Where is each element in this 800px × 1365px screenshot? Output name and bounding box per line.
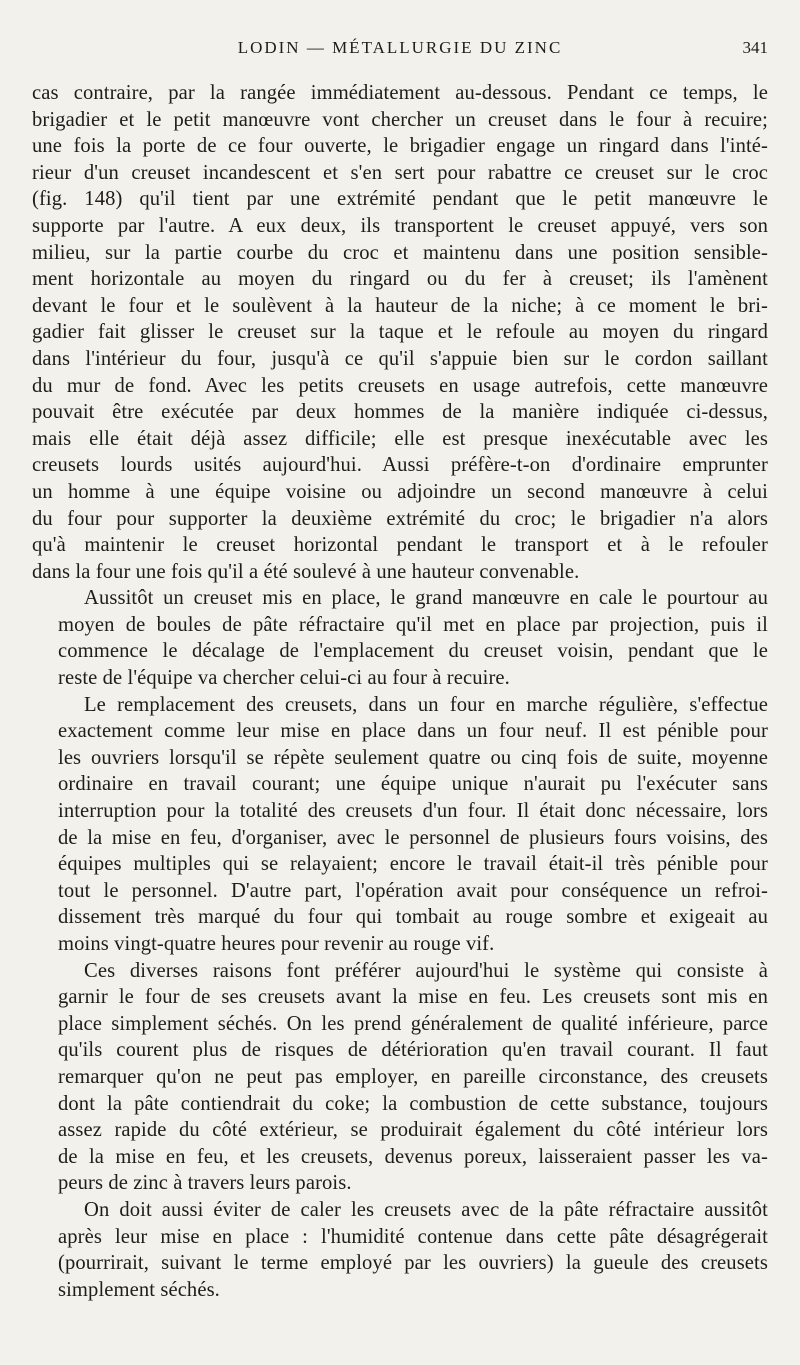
paragraph-2: [32, 585, 768, 691]
body-text: [32, 80, 768, 1303]
text-line: ment horizontale au moyen du ringard ou du fer à creuset; ils l'amènent: [32, 268, 768, 291]
text-line: devant le four et le soulèvent à la hauteur de la niche; à ce moment le bri-: [32, 294, 768, 317]
text-line: garnir le four de ses creusets avant la mise en feu. Les creusets sont mis en: [58, 986, 768, 1009]
paragraph-1: [32, 80, 768, 585]
text-line: rieur d'un creuset incandescent et s'en sert pour rabattre ce creuset sur le croc: [32, 161, 768, 184]
text-line: On doit aussi éviter de caler les creusets avec de la pâte réfractaire aussitôt: [84, 1198, 768, 1221]
running-title: LODIN — MÉTALLURGIE DU ZINC: [237, 38, 563, 57]
text-line: remarquer qu'on ne peut pas employer, en pareille circonstance, des creusets: [58, 1065, 768, 1088]
text-line: Le remplacement des creusets, dans un four en marche régulière, s'effectue: [84, 693, 768, 716]
text-line: une fois la porte de ce four ouverte, le brigadier engage un ringard dans l'inté-: [32, 135, 768, 158]
text-line: de la mise en feu, d'organiser, avec le personnel de plusieurs fours voisins, des: [58, 826, 768, 849]
text-line: après leur mise en place : l'humidité contenue dans cette pâte désagrégerait: [58, 1225, 768, 1248]
text-line: commence le décalage de l'emplacement du creuset voisin, pendant que le: [58, 640, 768, 663]
text-line: les ouvriers lorsqu'il se répète seulement quatre ou cinq fois de suite, moyenne: [58, 746, 768, 769]
text-line: supporte par l'autre. A eux deux, ils transportent le creuset appuyé, vers son: [32, 214, 768, 237]
paragraph-3: [32, 692, 768, 958]
text-line: qu'ils courent plus de risques de détérioration qu'en travail courant. Il faut: [58, 1039, 768, 1062]
text-line: tout le personnel. D'autre part, l'opération avait pour conséquence un refroi-: [58, 879, 768, 902]
text-line: du mur de fond. Avec les petits creusets en usage autrefois, cette manœuvre: [32, 374, 768, 397]
text-line: moins vingt-quatre heures pour revenir au rouge vif.: [58, 933, 495, 955]
text-line: pouvait être exécutée par deux hommes de la manière indiquée ci-dessus,: [32, 401, 768, 424]
paragraph-4: [32, 958, 768, 1197]
paragraph-5: [32, 1197, 768, 1303]
text-line: gadier fait glisser le creuset sur la taque et le refoule au moyen du ringard: [32, 321, 768, 344]
text-line: reste de l'équipe va chercher celui-ci au four à recuire.: [58, 667, 510, 690]
text-line: peurs de zinc à travers leurs parois.: [58, 1172, 352, 1195]
text-line: brigadier et le petit manœuvre vont chercher un creuset dans le four à recuire;: [32, 108, 768, 131]
text-line: équipes multiples qui se relayaient; encore le travail était-il très pénible pour: [58, 853, 768, 876]
page-header: [32, 38, 768, 70]
text-line: dans la four une fois qu'il a été soulevé à une hauteur convenable.: [32, 560, 580, 583]
text-line: assez rapide du côté extérieur, se produirait également du côté intérieur lors: [58, 1119, 768, 1142]
text-line: Ces diverses raisons font préférer aujourd'hui le système qui consiste à: [84, 959, 768, 982]
text-line: de la mise en feu, et les creusets, devenus poreux, laisseraient passer les va-: [58, 1145, 768, 1168]
text-line: dont la pâte contiendrait du coke; la combustion de cette substance, toujours: [58, 1092, 768, 1115]
text-line: un homme à une équipe voisine ou adjoindre un second manœuvre à celui: [32, 480, 768, 503]
text-line: dans l'intérieur du four, jusqu'à ce qu'il s'appuie bien sur le cordon saillant: [32, 347, 768, 370]
text-line: creusets lourds usités aujourd'hui. Aussi préfère-t-on d'ordinaire emprunter: [32, 454, 768, 477]
text-line: (fig. 148) qu'il tient par une extrémité pendant que le petit manœuvre le: [32, 188, 768, 211]
text-line: qu'à maintenir le creuset horizontal pendant le transport et à le refouler: [32, 534, 768, 557]
text-line: dissement très marqué du four qui tombait au rouge sombre et exigeait au: [58, 906, 768, 929]
text-line: moyen de boules de pâte réfractaire qu'il met en place par projection, puis il: [58, 613, 768, 636]
text-line: place simplement séchés. On les prend généralement de qualité inférieure, parce: [58, 1012, 768, 1035]
text-line: simplement séchés.: [58, 1278, 220, 1301]
text-line: interruption pour la totalité des creusets d'un four. Il était donc nécessaire, lors: [58, 800, 768, 823]
text-line: cas contraire, par la rangée immédiatement au-dessous. Pendant ce temps, le: [32, 82, 768, 104]
text-line: du four pour supporter la deuxième extrémité du croc; le brigadier n'a alors: [32, 507, 768, 530]
text-line: (pourrirait, suivant le terme employé par les ouvriers) la gueule des creusets: [58, 1252, 768, 1275]
text-line: mais elle était déjà assez difficile; elle est presque inexécutable avec les: [32, 427, 768, 450]
text-line: exactement comme leur mise en place dans un four neuf. Il est pénible pour: [58, 720, 768, 743]
page-number: 341: [742, 38, 768, 57]
text-line: Aussitôt un creuset mis en place, le grand manœuvre en cale le pourtour au: [84, 587, 768, 610]
text-line: milieu, sur la partie courbe du croc et maintenu dans une position sensible-: [32, 241, 768, 264]
text-line: ordinaire en travail courant; une équipe unique n'aurait pu l'exécuter sans: [58, 773, 768, 796]
